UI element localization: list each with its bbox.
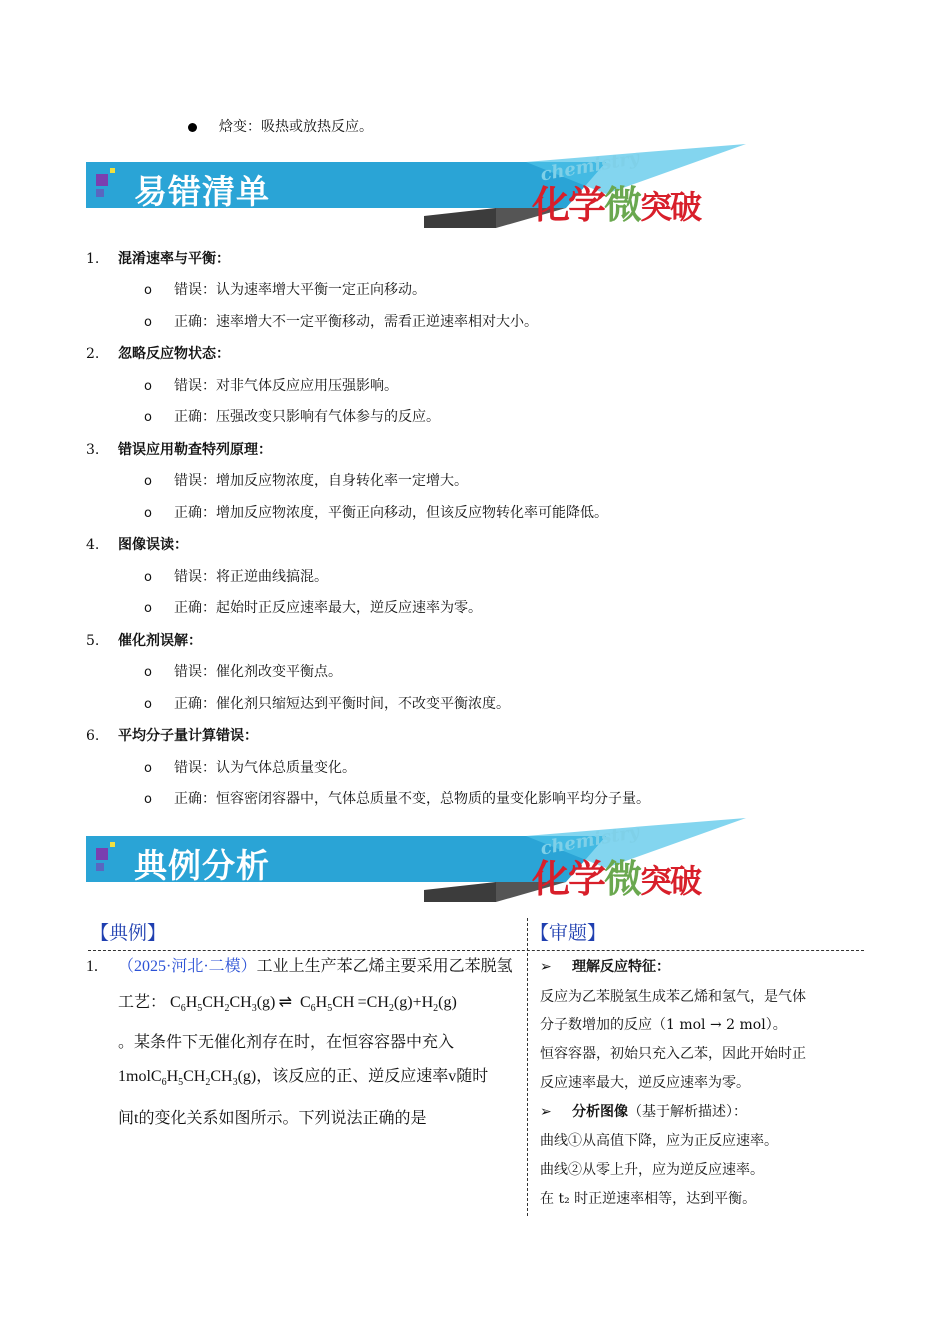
reactant-amount: $1molC_6H_5CH_2CH_3(g)$ bbox=[118, 1068, 257, 1089]
chemistry-logo: chemistry 化学微突破 bbox=[532, 147, 701, 227]
analysis-text: 分子数增加的反应（1 mol → 2 mol）。 bbox=[540, 1017, 787, 1033]
list-subitem: o 正确：速率增大不一定平衡移动，需看正逆速率相对大小。 bbox=[144, 314, 538, 330]
example-tag: 【典例】 bbox=[90, 922, 167, 944]
section-banner-examples bbox=[86, 818, 746, 908]
list-item: 3. 错误应用勒查特列原理： bbox=[86, 442, 272, 458]
intro-bullet: 焓变：吸热或放热反应。 bbox=[188, 116, 373, 136]
section-title: 易错清单 bbox=[134, 172, 270, 211]
list-subitem: o 错误：认为速率增大平衡一定正向移动。 bbox=[144, 282, 426, 298]
list-subitem: o 错误：认为气体总质量变化。 bbox=[144, 760, 356, 776]
list-subitem: o 正确：恒容密闭容器中，气体总质量不变，总物质的量变化影响平均分子量。 bbox=[144, 791, 650, 807]
list-item: 1. 混淆速率与平衡： bbox=[86, 251, 230, 267]
list-subitem: o 错误：将正逆曲线搞混。 bbox=[144, 569, 328, 585]
arrow-bullet-icon: ➢ bbox=[540, 1104, 552, 1120]
list-subitem: o 正确：起始时正反应速率最大，逆反应速率为零。 bbox=[144, 600, 482, 616]
analysis-text: 恒容容器，初始只充入乙苯，因此开始时正 bbox=[540, 1046, 806, 1062]
list-item: 6. 平均分子量计算错误： bbox=[86, 728, 258, 744]
divider-horizontal bbox=[88, 950, 864, 951]
analysis-heading: ➢ 分析图像（基于解析描述）： bbox=[540, 1104, 747, 1120]
analysis-text: 在 t₂ 时正逆速率相等，达到平衡。 bbox=[540, 1191, 757, 1207]
analysis-heading: ➢ 理解反应特征： bbox=[540, 959, 670, 975]
analysis-text: 反应为乙苯脱氢生成苯乙烯和氢气，是气体 bbox=[540, 989, 806, 1005]
list-subitem: o 正确：催化剂只缩短达到平衡时间，不改变平衡浓度。 bbox=[144, 696, 510, 712]
list-subitem: o 正确：压强改变只影响有气体参与的反应。 bbox=[144, 409, 440, 425]
list-subitem: o 正确：增加反应物浓度，平衡正向移动，但该反应物转化率可能降低。 bbox=[144, 505, 608, 521]
list-item: 4. 图像误读： bbox=[86, 537, 188, 553]
analysis-text: 反应速率最大，逆反应速率为零。 bbox=[540, 1075, 750, 1091]
bullet-dot-icon bbox=[188, 123, 197, 132]
analysis-text: 曲线①从高值下降，应为正反应速率。 bbox=[540, 1133, 778, 1149]
list-item: 2. 忽略反应物状态： bbox=[86, 346, 230, 362]
chemistry-logo: chemistry 化学微突破 bbox=[532, 821, 701, 901]
reaction-equation: $C_6H_5CH_2CH_3(g)$ ⇌ $C_6H_5CH =CH_2(g)+H_2(g)$ bbox=[170, 994, 457, 1015]
list-item: 5. 催化剂误解： bbox=[86, 633, 202, 649]
list-subitem: o 错误：对非气体反应应用压强影响。 bbox=[144, 378, 398, 394]
list-subitem: o 错误：催化剂改变平衡点。 bbox=[144, 664, 342, 680]
section-banner-mistakes bbox=[86, 144, 746, 234]
list-subitem: o 错误：增加反应物浓度，自身转化率一定增大。 bbox=[144, 473, 468, 489]
arrow-bullet-icon: ➢ bbox=[540, 959, 552, 975]
analysis-text: 曲线②从零上升，应为逆反应速率。 bbox=[540, 1162, 764, 1178]
divider-vertical bbox=[527, 918, 528, 1216]
question-source: （2025·河北·二模） bbox=[118, 958, 257, 975]
question: 1. （2025·河北·二模）工业上生产苯乙烯主要采用乙苯脱氢 工艺： $C_6H_5CH_2CH_3(g)$ ⇌ $C_6H_5CH =CH_2(g)+H_2(g)$ 。某条件下无催化剂存在时，在恒容容器中充入 $1molC_6H_5CH_2CH_3(g)$，该反应的正、逆反应速率v随时 间t的变化关系如图所示。下列说法正确的是 bbox=[86, 958, 513, 1128]
section-title: 典例分析 bbox=[134, 846, 270, 885]
analysis-tag: 【审题】 bbox=[530, 922, 607, 944]
